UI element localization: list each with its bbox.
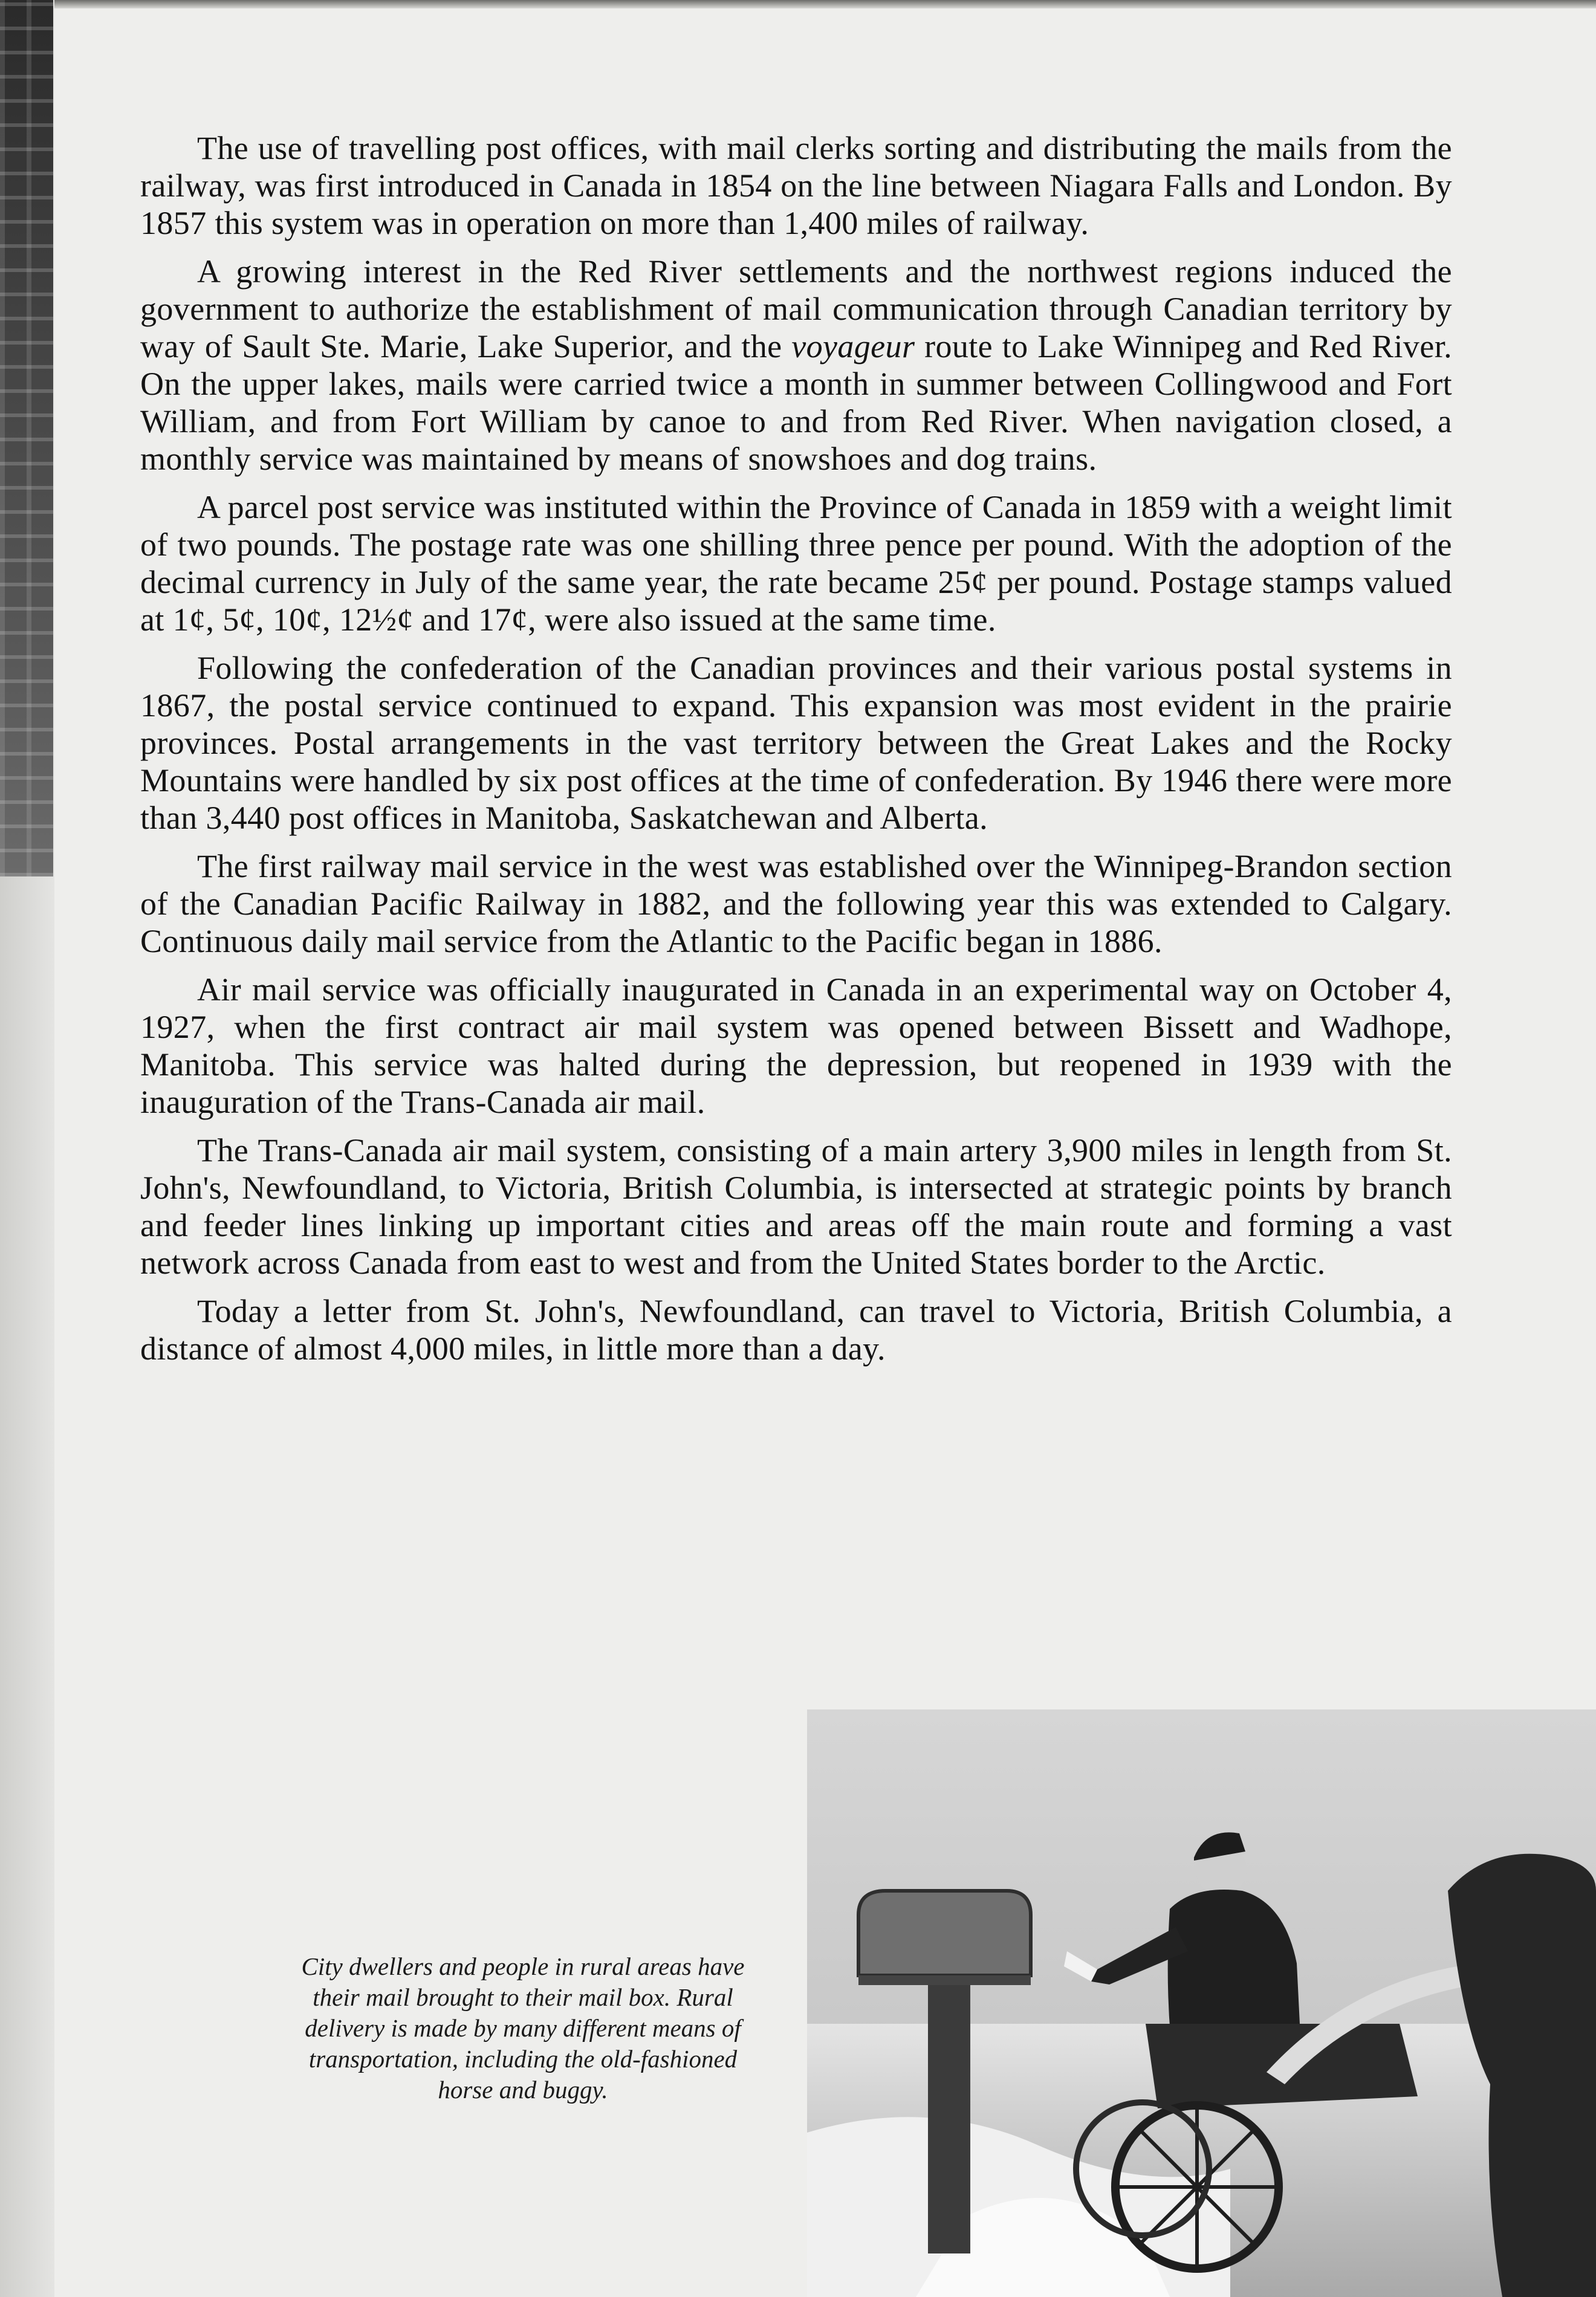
mailbox-post (928, 1963, 970, 2253)
rural-mail-delivery-photo (807, 1709, 1596, 2297)
voyageur-italic: voyageur (791, 328, 915, 364)
body-text (140, 129, 1452, 1378)
paragraph-red-river-part-1: A growing interest in the Red River settlements and the northwest regions induced the government to authorize the establishment of mail communication through Canadian territory by way of Sault Ste. Marie, Lake Superior, and the (140, 253, 1452, 364)
paragraph-air-mail: Air mail service was officially inaugurated in Canada in an experimental way on October 4, 1927, when the first contract air mail system was opened between Bissett and Wadhope, Manitoba. This service was halted during the depression, but reopened in 1939 with the inauguration of the Trans-Canada air mail. (140, 971, 1452, 1120)
paragraph-parcel-post: A parcel post service was instituted within the Province of Canada in 1859 with a weight limit of two pounds. The postage rate was one shilling three pence per pound. With the adoption of the decimal currency in July of the same year, the rate became 25¢ per pound. Postage stamps valued at 1¢, 5¢, 10¢, 12½¢ and 17¢, were also issued at the same time. (140, 489, 1452, 638)
paragraph-railway-west: The first railway mail service in the west was established over the Winnipeg-Brandon section of the Canadian Pacific Railway in 1882, and the following year this was extended to Calgary. Continuous daily mail service from the Atlantic to the Pacific began in 1886. (140, 848, 1452, 959)
paragraph-confederation: Following the confederation of the Canadian provinces and their various postal systems in 1867, the postal service continued to expand. This expansion was most evident in the prairie provinces. Postal arrangements in the vast territory between the Great Lakes and the Rocky Mountains were handled by six post offices at the time of confederation. By 1946 there were more than 3,440 post offices in Manitoba, Saskatchewan and Alberta. (140, 650, 1452, 836)
paragraph-travelling-post-offices: The use of travelling post offices, with mail clerks sorting and distributing the mails from the railway, was first introduced in Canada in 1854 on the line between Niagara Falls and London. By 1857 this system was in operation on more than 1,400 miles of railway. (140, 130, 1452, 241)
paragraph-today: Today a letter from St. John's, Newfoundland, can travel to Victoria, British Columbia, a distance of almost 4,000 miles, in little more than a day. (140, 1293, 1452, 1367)
photo-caption: City dwellers and people in rural areas have their mail brought to their mail box. Rural delivery is made by many different means of transportation, including the old-fashioned horse and buggy. (301, 1952, 745, 2104)
photo-illustration (807, 1709, 1596, 2297)
paragraph-red-river-part-2: route to Lake Winnipeg and Red River. On the upper lakes, mails were carried twice a month in summer between Collingwood and Fort William, and from Fort William by canoe to and from Red River. When navigation closed, a monthly service was maintained by means of snowshoes and dog trains. (140, 328, 1452, 477)
paragraph-trans-canada: The Trans-Canada air mail system, consisting of a main artery 3,900 miles in length from St. John's, Newfoundland, to Victoria, British Columbia, is intersected at strategic points by branch and feeder lines linking up important cities and areas off the main route and forming a vast network across Canada from east to west and from the United States border to the Arctic. (140, 1132, 1452, 1281)
page-top-edge (0, 0, 1596, 8)
paragraph-red-river (140, 253, 1452, 478)
mailbox (858, 1891, 1031, 1975)
mailbox-base (858, 1975, 1031, 1985)
facing-page-photo-edge (0, 0, 53, 876)
